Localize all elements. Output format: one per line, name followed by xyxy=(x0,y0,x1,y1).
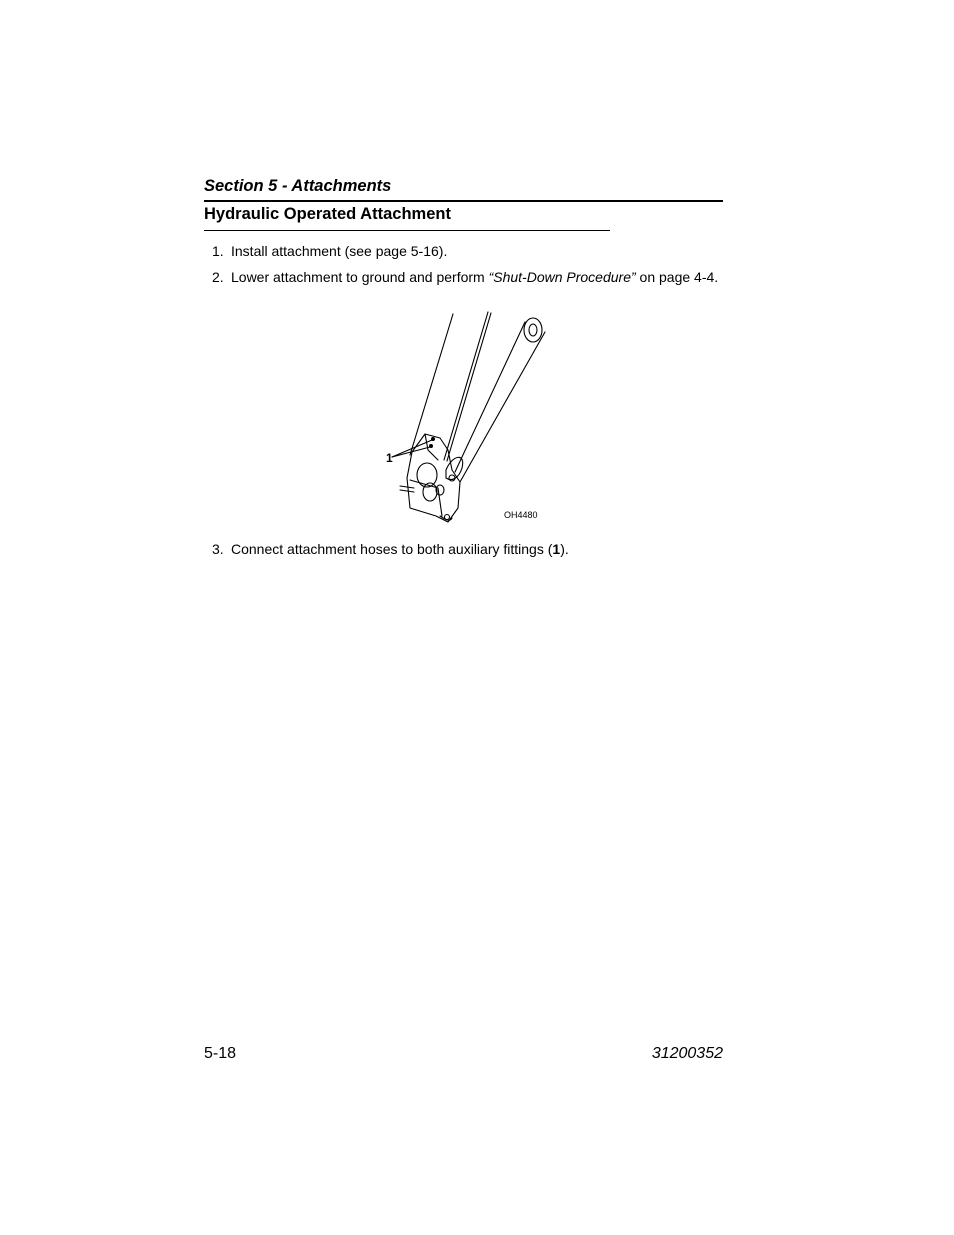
document-number: 31200352 xyxy=(651,1045,723,1062)
procedure-reference: “Shut-Down Procedure” xyxy=(488,269,636,285)
callout-reference: 1 xyxy=(552,541,561,557)
page-number: 5-18 xyxy=(204,1045,237,1062)
step-1 xyxy=(212,243,447,259)
callout-label: 1 xyxy=(386,451,393,465)
step-number: 3. xyxy=(212,541,224,557)
section-divider xyxy=(204,200,723,202)
step-text: Lower attachment to ground and perform xyxy=(231,269,489,285)
attachment-figure xyxy=(380,310,550,530)
auxiliary-fittings-illustration-icon xyxy=(380,310,550,530)
section-title: Section 5 - Attachments xyxy=(204,177,392,195)
subsection-title: Hydraulic Operated Attachment xyxy=(204,205,451,223)
step-number: 2. xyxy=(212,269,224,285)
step-3 xyxy=(212,541,569,557)
step-text: Install attachment (see page 5-16). xyxy=(231,243,448,259)
step-2 xyxy=(212,269,718,285)
step-text-tail: on page 4-4. xyxy=(635,269,719,285)
step-number: 1. xyxy=(212,243,224,259)
figure-code: OH4480 xyxy=(504,510,538,520)
step-text-tail: ). xyxy=(560,541,569,557)
subsection-divider xyxy=(204,230,610,231)
step-text: Connect attachment hoses to both auxiliary fittings ( xyxy=(231,541,553,557)
